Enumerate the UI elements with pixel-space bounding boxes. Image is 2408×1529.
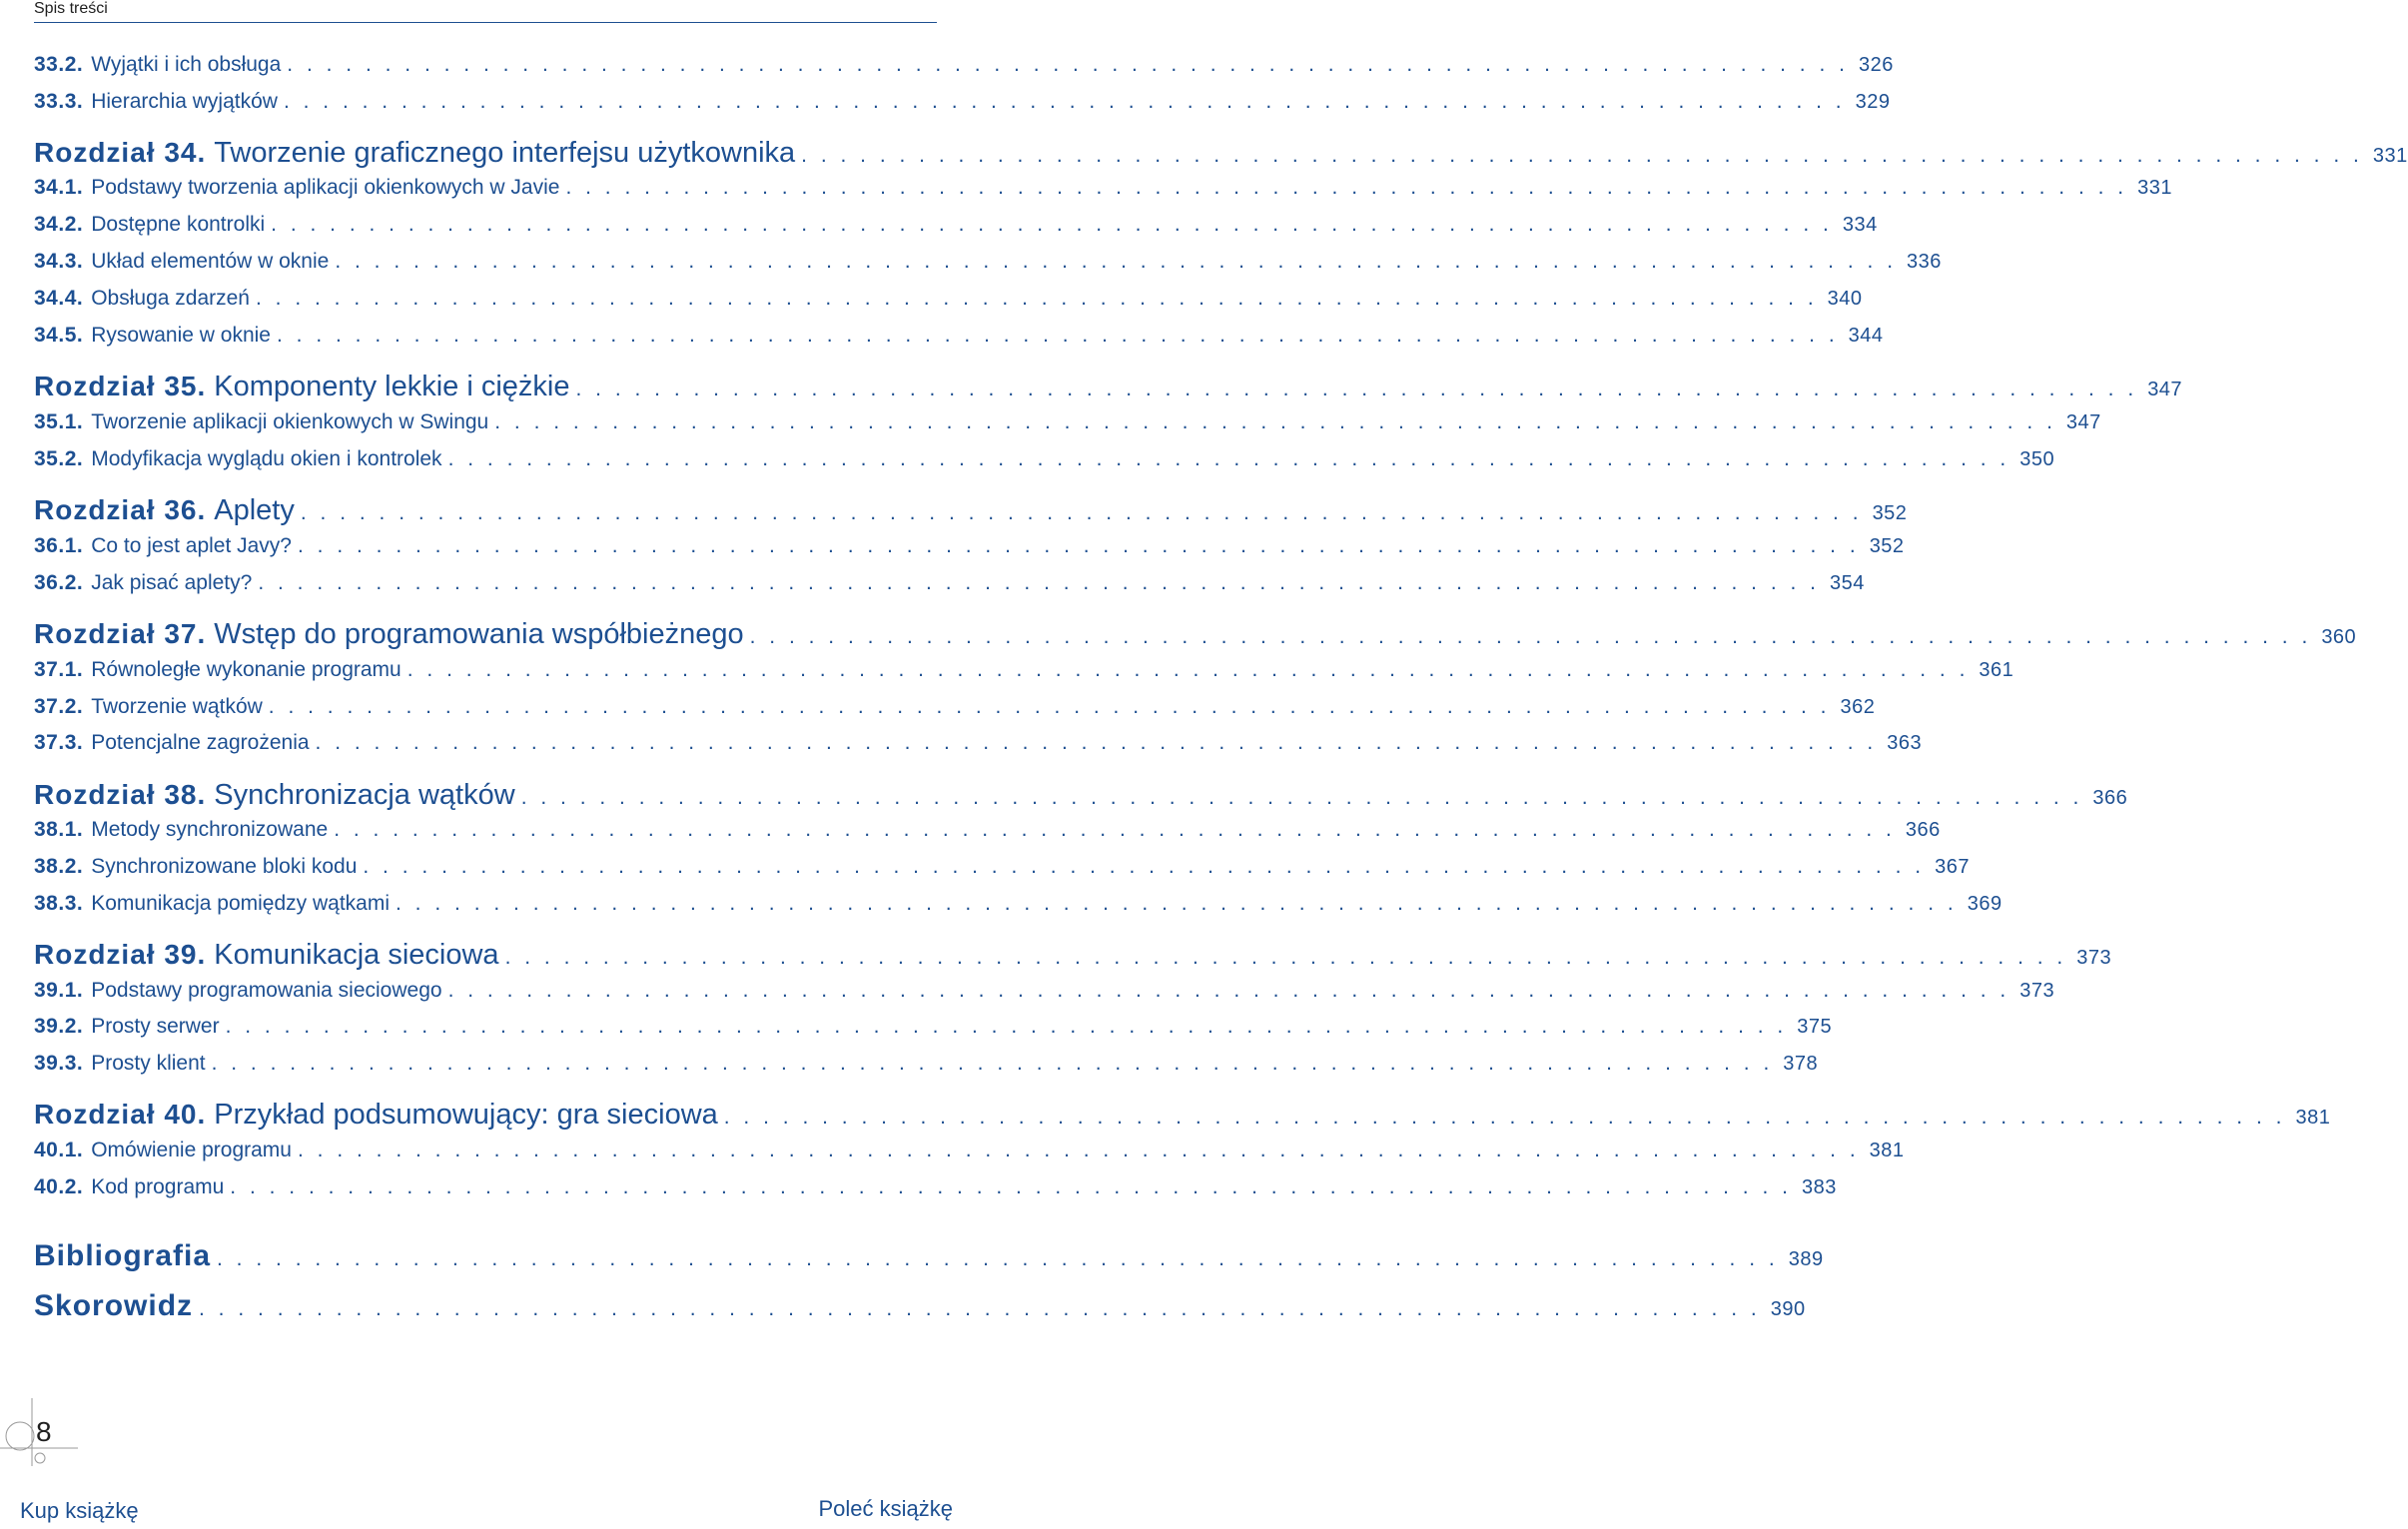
toc-entry-title: Jak pisać aplety? [91, 571, 253, 594]
toc-entry-number: 38.3. [34, 892, 84, 915]
toc-subsection-entry[interactable] [34, 1174, 1837, 1200]
toc-entry-number: 35.2. [34, 447, 84, 470]
toc-entry-number: Rozdział 34. [34, 137, 207, 168]
toc-chapter-entry[interactable] [34, 617, 2357, 654]
toc-entry-title: Dostępne kontrolki [91, 213, 266, 236]
toc-dot-leader: . . . . . . . . . . . . . . . . . . . . . . . . . . . . . . . . . . . . . . . . . . . . . . . . . . . . . . . . . . . . . . . . . . . . . . . . . . . . . . . . [749, 625, 2312, 648]
toc-entry-title: Obsługa zdarzeń [91, 287, 250, 310]
toc-entry-page: 347 [2065, 411, 2101, 433]
toc-section-entry[interactable] [34, 1288, 1806, 1327]
page-number: 8 [36, 1416, 52, 1447]
toc-entry-page: 360 [2321, 626, 2357, 648]
toc-entry-title: Tworzenie wątków [91, 695, 263, 718]
toc-subsection-entry[interactable] [34, 730, 1923, 756]
toc-entry-page: 331 [2137, 177, 2172, 199]
toc-entry-title: Komunikacja sieciowa [214, 939, 499, 971]
toc-entry-page: 383 [1801, 1176, 1837, 1198]
toc-dot-leader: . . . . . . . . . . . . . . . . . . . . . . . . . . . . . . . . . . . . . . . . . . . . . . . . . . . . . . . . . . . . . . . . . . . . . . . . . . . . . . . . [268, 695, 1831, 718]
toc-entry-number: 40.2. [34, 1175, 84, 1198]
toc-dot-leader: . . . . . . . . . . . . . . . . . . . . . . . . . . . . . . . . . . . . . . . . . . . . . . . . . . . . . . . . . . . . . . . . . . . . . . . . . . . . . . . . [225, 1015, 1788, 1038]
toc-entry-number: Rozdział 37. [34, 618, 207, 649]
toc-subsection-entry[interactable] [34, 978, 2055, 1004]
toc-dot-leader: . . . . . . . . . . . . . . . . . . . . . . . . . . . . . . . . . . . . . . . . . . . . . . . . . . . . . . . . . . . . . . . . . . . . . . . . . . . . . . . . [335, 250, 1898, 273]
toc-entry-title: Metody synchronizowane [91, 818, 329, 841]
toc-entry-title: Prosty serwer [91, 1015, 220, 1038]
toc-entry-number: Rozdział 36. [34, 494, 207, 525]
toc-entry-page: 366 [1905, 819, 1941, 841]
toc-entry-title: Bibliografia [34, 1239, 212, 1272]
toc-entry-page: 378 [1783, 1053, 1819, 1075]
toc-entry-page: 334 [1842, 214, 1878, 236]
toc-entry-number: 40.1. [34, 1139, 84, 1161]
toc-subsection-entry[interactable] [34, 694, 1876, 720]
toc-entry-number: Rozdział 38. [34, 779, 207, 810]
toc-entry-title: Komunikacja pomiędzy wątkami [91, 892, 391, 915]
toc-dot-leader: . . . . . . . . . . . . . . . . . . . . . . . . . . . . . . . . . . . . . . . . . . . . . . . . . . . . . . . . . . . . . . . . . . . . . . . . . . . . . . . . [447, 447, 2010, 470]
toc-entry-title: Skorowidz [34, 1289, 194, 1322]
toc-entry-title: Synchronizacja wątków [214, 779, 515, 811]
toc-entry-number: 36.1. [34, 534, 84, 557]
toc-entry-title: Rysowanie w oknie [91, 324, 271, 347]
toc-entry-number: 34.1. [34, 176, 84, 199]
toc-entry-title: Potencjalne zagrożenia [91, 731, 310, 754]
toc-entry-page: 352 [1869, 535, 1905, 557]
toc-entry-number: 39.3. [34, 1052, 84, 1075]
toc-dot-leader: . . . . . . . . . . . . . . . . . . . . . . . . . . . . . . . . . . . . . . . . . . . . . . . . . . . . . . . . . . . . . . . . . . . . . . . . . . . . . . . . [211, 1052, 1774, 1075]
page-header [34, 0, 937, 23]
toc-entry-page: 367 [1935, 856, 1970, 878]
toc-dot-leader: . . . . . . . . . . . . . . . . . . . . . . . . . . . . . . . . . . . . . . . . . . . . . . . . . . . . . . . . . . . . . . . . . . . . . . . . . . . . . . . . [217, 1247, 1779, 1270]
toc-chapter-entry[interactable] [34, 136, 2408, 173]
toc-entry-title: Tworzenie aplikacji okienkowych w Swingu [91, 410, 489, 433]
toc-entry-page: 373 [2019, 980, 2055, 1002]
toc-entry-title: Co to jest aplet Javy? [91, 534, 292, 557]
toc-entry-title: Podstawy tworzenia aplikacji okienkowych w Javie [91, 176, 560, 199]
toc-dot-leader: . . . . . . . . . . . . . . . . . . . . . . . . . . . . . . . . . . . . . . . . . . . . . . . . . . . . . . . . . . . . . . . . . . . . . . . . . . . . . . . . [287, 53, 1849, 76]
toc-subsection-entry[interactable] [34, 446, 2055, 472]
toc-entry-number: 35.1. [34, 410, 84, 433]
toc-entry-number: 37.1. [34, 658, 84, 681]
toc-entry-page: 347 [2147, 379, 2183, 400]
toc-dot-leader: . . . . . . . . . . . . . . . . . . . . . . . . . . . . . . . . . . . . . . . . . . . . . . . . . . . . . . . . . . . . . . . . . . . . . . . . . . . . . . . . [276, 324, 1839, 347]
toc-subsection-entry[interactable] [34, 175, 2172, 201]
toc-entry-title: Równoległe wykonanie programu [91, 658, 401, 681]
toc-subsection-entry[interactable] [34, 249, 1942, 275]
toc-subsection-entry[interactable] [34, 89, 1891, 115]
toc-entry-title: Prosty klient [91, 1052, 206, 1075]
toc-dot-leader: . . . . . . . . . . . . . . . . . . . . . . . . . . . . . . . . . . . . . . . . . . . . . . . . . . . . . . . . . . . . . . . . . . . . . . . . . . . . . . . . [447, 979, 2010, 1002]
toc-entry-page: 350 [2019, 448, 2055, 470]
toc-entry-number: 34.5. [34, 324, 84, 347]
toc-entry-page: 336 [1907, 251, 1942, 273]
toc-entry-title: Podstawy programowania sieciowego [91, 979, 442, 1002]
toc-entry-page: 331 [2372, 145, 2408, 167]
toc-subsection-entry[interactable] [34, 533, 1905, 559]
recommend-book-link[interactable]: Poleć książkę [818, 1496, 953, 1521]
toc-dot-leader: . . . . . . . . . . . . . . . . . . . . . . . . . . . . . . . . . . . . . . . . . . . . . . . . . . . . . . . . . . . . . . . . . . . . . . . . . . . . . . . . [297, 1139, 1860, 1161]
toc-entry-page: 362 [1840, 696, 1876, 718]
toc-subsection-entry[interactable] [34, 286, 1863, 312]
toc-dot-leader: . . . . . . . . . . . . . . . . . . . . . . . . . . . . . . . . . . . . . . . . . . . . . . . . . . . . . . . . . . . . . . . . . . . . . . . . . . . . . . . . [334, 818, 1896, 841]
toc-subsection-entry[interactable] [34, 1014, 1833, 1040]
toc-chapter-entry[interactable] [34, 370, 2183, 406]
toc-subsection-entry[interactable] [34, 212, 1878, 238]
header-title: Spis treści [34, 0, 108, 17]
toc-dot-leader: . . . . . . . . . . . . . . . . . . . . . . . . . . . . . . . . . . . . . . . . . . . . . . . . . . . . . . . . . . . . . . . . . . . . . . . . . . . . . . . . [298, 534, 1860, 557]
toc-entry-number: 37.3. [34, 731, 84, 754]
toc-dot-leader: . . . . . . . . . . . . . . . . . . . . . . . . . . . . . . . . . . . . . . . . . . . . . . . . . . . . . . . . . . . . . . . . . . . . . . . . . . . . . . . . [199, 1297, 1761, 1320]
toc-dot-leader: . . . . . . . . . . . . . . . . . . . . . . . . . . . . . . . . . . . . . . . . . . . . . . . . . . . . . . . . . . . . . . . . . . . . . . . . . . . . . . . . [255, 287, 1818, 310]
toc-entry-page: 373 [2076, 947, 2112, 969]
toc-entry-page: 354 [1830, 572, 1865, 594]
toc-entry-number: 38.1. [34, 818, 84, 841]
toc-entry-number: Rozdział 40. [34, 1099, 207, 1130]
toc-entry-page: 344 [1848, 325, 1884, 347]
toc-subsection-entry[interactable] [34, 52, 1894, 78]
toc-entry-number: Rozdział 35. [34, 371, 207, 401]
toc-dot-leader: . . . . . . . . . . . . . . . . . . . . . . . . . . . . . . . . . . . . . . . . . . . . . . . . . . . . . . . . . . . . . . . . . . . . . . . . . . . . . . . . [565, 176, 2128, 199]
toc-subsection-entry[interactable] [34, 323, 1884, 349]
toc-dot-leader: . . . . . . . . . . . . . . . . . . . . . . . . . . . . . . . . . . . . . . . . . . . . . . . . . . . . . . . . . . . . . . . . . . . . . . . . . . . . . . . . [258, 571, 1820, 594]
toc-chapter-entry[interactable] [34, 778, 2128, 815]
toc-subsection-entry[interactable] [34, 409, 2101, 435]
toc-entry-page: 381 [1869, 1140, 1905, 1161]
toc-dot-leader: . . . . . . . . . . . . . . . . . . . . . . . . . . . . . . . . . . . . . . . . . . . . . . . . . . . . . . . . . . . . . . . . . . . . . . . . . . . . . . . . [315, 731, 1878, 754]
toc-subsection-entry[interactable] [34, 1051, 1819, 1077]
toc-dot-leader: . . . . . . . . . . . . . . . . . . . . . . . . . . . . . . . . . . . . . . . . . . . . . . . . . . . . . . . . . . . . . . . . . . . . . . . . . . . . . . . . [271, 213, 1833, 236]
toc-dot-leader: . . . . . . . . . . . . . . . . . . . . . . . . . . . . . . . . . . . . . . . . . . . . . . . . . . . . . . . . . . . . . . . . . . . . . . . . . . . . . . . . [283, 90, 1846, 113]
toc-entry-title: Wstęp do programowania współbieżnego [214, 618, 744, 650]
toc-subsection-entry[interactable] [34, 891, 2003, 917]
toc-dot-leader: . . . . . . . . . . . . . . . . . . . . . . . . . . . . . . . . . . . . . . . . . . . . . . . . . . . . . . . . . . . . . . . . . . . . . . . . . . . . . . . . [396, 892, 1958, 915]
toc-chapter-entry[interactable] [34, 493, 1908, 530]
toc-entry-title: Modyfikacja wyglądu okien i kontrolek [91, 447, 442, 470]
buy-book-link[interactable]: Kup książkę [20, 1498, 139, 1523]
toc-dot-leader: . . . . . . . . . . . . . . . . . . . . . . . . . . . . . . . . . . . . . . . . . . . . . . . . . . . . . . . . . . . . . . . . . . . . . . . . . . . . . . . . [801, 144, 2363, 167]
toc-entry-number: 38.2. [34, 855, 84, 878]
toc-subsection-entry[interactable] [34, 854, 1970, 880]
toc-entry-title: Wyjątki i ich obsługa [91, 53, 282, 76]
toc-entry-title: Hierarchia wyjątków [91, 90, 278, 113]
toc-entry-page: 352 [1872, 502, 1908, 524]
toc-entry-number: 39.1. [34, 979, 84, 1002]
toc-entry-title: Przykład podsumowujący: gra sieciowa [214, 1099, 718, 1131]
toc-entry-title: Komponenty lekkie i ciężkie [214, 371, 570, 402]
toc-entry-page: 389 [1788, 1248, 1824, 1270]
toc-subsection-entry[interactable] [34, 570, 1865, 596]
toc-entry-page: 326 [1858, 54, 1894, 76]
toc-entry-page: 375 [1797, 1016, 1833, 1038]
toc-entry-page: 381 [2295, 1107, 2331, 1129]
toc-entry-title: Aplety [214, 494, 295, 526]
toc-entry-page: 329 [1855, 91, 1891, 113]
toc-dot-leader: . . . . . . . . . . . . . . . . . . . . . . . . . . . . . . . . . . . . . . . . . . . . . . . . . . . . . . . . . . . . . . . . . . . . . . . . . . . . . . . . [723, 1106, 2286, 1129]
toc-entry-title: Omówienie programu [91, 1139, 292, 1161]
toc-dot-leader: . . . . . . . . . . . . . . . . . . . . . . . . . . . . . . . . . . . . . . . . . . . . . . . . . . . . . . . . . . . . . . . . . . . . . . . . . . . . . . . . [520, 786, 2083, 809]
toc-entry-number: 34.3. [34, 250, 84, 273]
toc-entry-page: 369 [1967, 893, 2003, 915]
toc-entry-page: 366 [2092, 787, 2128, 809]
toc-dot-leader: . . . . . . . . . . . . . . . . . . . . . . . . . . . . . . . . . . . . . . . . . . . . . . . . . . . . . . . . . . . . . . . . . . . . . . . . . . . . . . . . [230, 1175, 1792, 1198]
toc-entry-page: 340 [1827, 288, 1863, 310]
toc-entry-title: Kod programu [91, 1175, 225, 1198]
toc-entry-number: 33.2. [34, 53, 84, 76]
toc-dot-leader: . . . . . . . . . . . . . . . . . . . . . . . . . . . . . . . . . . . . . . . . . . . . . . . . . . . . . . . . . . . . . . . . . . . . . . . . . . . . . . . . [363, 855, 1926, 878]
toc-dot-leader: . . . . . . . . . . . . . . . . . . . . . . . . . . . . . . . . . . . . . . . . . . . . . . . . . . . . . . . . . . . . . . . . . . . . . . . . . . . . . . . . [575, 378, 2138, 400]
toc-subsection-entry[interactable] [34, 817, 1941, 843]
toc-section-entry[interactable] [34, 1238, 1824, 1277]
toc-subsection-entry[interactable] [34, 657, 2014, 683]
toc-entry-page: 361 [1979, 659, 2014, 681]
toc-entry-number: 37.2. [34, 695, 84, 718]
toc-entry-title: Układ elementów w oknie [91, 250, 330, 273]
toc-entry-title: Synchronizowane bloki kodu [91, 855, 358, 878]
toc-entry-number: 34.4. [34, 287, 84, 310]
toc-dot-leader: . . . . . . . . . . . . . . . . . . . . . . . . . . . . . . . . . . . . . . . . . . . . . . . . . . . . . . . . . . . . . . . . . . . . . . . . . . . . . . . . [406, 658, 1970, 681]
toc-chapter-entry[interactable] [34, 938, 2112, 975]
toc-entry-page: 390 [1770, 1298, 1806, 1320]
toc-entry-number: Rozdział 39. [34, 939, 207, 970]
toc-dot-leader: . . . . . . . . . . . . . . . . . . . . . . . . . . . . . . . . . . . . . . . . . . . . . . . . . . . . . . . . . . . . . . . . . . . . . . . . . . . . . . . . [494, 410, 2056, 433]
toc-entry-number: 33.3. [34, 90, 84, 113]
toc-dot-leader: . . . . . . . . . . . . . . . . . . . . . . . . . . . . . . . . . . . . . . . . . . . . . . . . . . . . . . . . . . . . . . . . . . . . . . . . . . . . . . . . [504, 946, 2067, 969]
toc-entry-number: 39.2. [34, 1015, 84, 1038]
toc-entry-title: Tworzenie graficznego interfejsu użytkownika [214, 137, 796, 169]
toc-chapter-entry[interactable] [34, 1098, 2331, 1135]
toc-entry-page: 363 [1887, 732, 1923, 754]
toc-dot-leader: . . . . . . . . . . . . . . . . . . . . . . . . . . . . . . . . . . . . . . . . . . . . . . . . . . . . . . . . . . . . . . . . . . . . . . . . . . . . . . . . [300, 501, 1863, 524]
toc-entry-number: 34.2. [34, 213, 84, 236]
toc-entry-number: 36.2. [34, 571, 84, 594]
toc-subsection-entry[interactable] [34, 1138, 1905, 1163]
